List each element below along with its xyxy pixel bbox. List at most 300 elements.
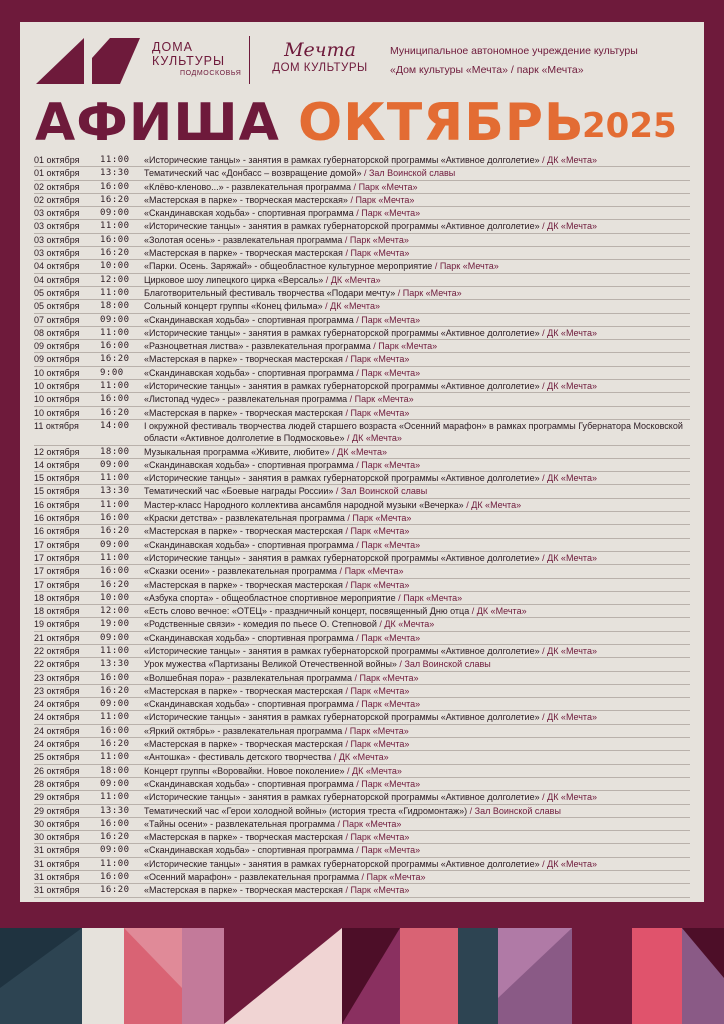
event-row xyxy=(34,738,690,751)
event-title: «Мастерская в парке» - творческая мастерская xyxy=(144,739,343,750)
event-date: 22 октября xyxy=(34,645,80,656)
event-time: 16:20 xyxy=(100,526,130,537)
mechta-subtitle: ДОМ КУЛЬТУРЫ xyxy=(272,62,368,74)
event-time: 11:00 xyxy=(100,645,130,656)
event-title: «Мастерская в парке» - творческая мастерская xyxy=(144,832,343,843)
event-text xyxy=(144,459,690,471)
event-title: «Есть слово вечное: «ОТЕЦ» - праздничный концерт, посвященный Дню отца xyxy=(144,606,470,617)
event-row xyxy=(34,446,690,459)
organization-name xyxy=(390,42,690,80)
event-title: «Мастерская в парке» - творческая мастерская xyxy=(144,885,343,896)
event-row xyxy=(34,353,690,366)
event-time: 16:20 xyxy=(100,248,130,259)
event-text xyxy=(144,420,690,445)
event-date: 08 октября xyxy=(34,327,80,338)
event-separator: / xyxy=(353,459,362,470)
event-title: «Скандинавская ходьба» - спортивная программа xyxy=(144,699,354,710)
event-separator: / xyxy=(539,552,548,563)
event-separator: / xyxy=(353,778,362,789)
event-text xyxy=(144,778,690,790)
event-title: «Краски детства» - развлекательная программа xyxy=(144,513,345,524)
event-date: 11 октября xyxy=(34,420,79,431)
event-row xyxy=(34,367,690,380)
event-time: 13:30 xyxy=(100,659,130,670)
event-date: 31 октября xyxy=(34,885,80,896)
poster-sheet xyxy=(20,22,704,902)
event-text xyxy=(144,565,690,577)
event-separator: / xyxy=(331,752,339,763)
event-time: 11:00 xyxy=(100,155,130,165)
event-date: 23 октября xyxy=(34,672,80,683)
event-text xyxy=(144,632,690,644)
event-separator: / xyxy=(344,513,353,524)
event-date: 09 октября xyxy=(34,341,80,352)
event-title: «Исторические танцы» - занятия в рамках губернаторской программы «Активное долголетие» xyxy=(144,792,540,803)
event-title: Мастер-класс Народного коллектива ансамбля народной музыки «Вечерка» xyxy=(144,499,464,510)
event-title: «Исторические танцы» - занятия в рамках губернаторской программы «Активное долголетие» xyxy=(144,552,540,563)
event-separator: / xyxy=(353,208,362,219)
event-time: 16:00 xyxy=(100,181,130,192)
event-title: «Яркий октябрь» - развлекательная программа xyxy=(144,725,343,736)
event-date: 28 октября xyxy=(34,778,80,789)
event-row xyxy=(34,791,690,804)
event-row xyxy=(34,260,690,273)
event-text xyxy=(144,260,690,272)
event-place: Парк «Мечта» xyxy=(349,234,409,245)
event-time: 16:00 xyxy=(100,725,130,736)
event-title: Благотворительный фестиваль творчества «Подари мечту» xyxy=(144,287,396,298)
event-text xyxy=(144,765,690,777)
event-time: 16:00 xyxy=(100,566,130,577)
event-separator: / xyxy=(344,433,352,444)
org-line2: «Дом культуры «Мечта» / парк «Мечта» xyxy=(390,64,584,76)
event-row xyxy=(34,871,690,884)
event-time: 09:00 xyxy=(100,208,130,219)
event-date: 22 октября xyxy=(34,659,80,670)
event-separator: / xyxy=(342,685,351,696)
event-place: Парк «Мечта» xyxy=(361,632,421,643)
event-row xyxy=(34,274,690,287)
event-text xyxy=(144,340,690,352)
event-separator: / xyxy=(322,301,331,312)
logo-divider xyxy=(249,36,250,84)
dk-line3: ПОДМОСКОВЬЯ xyxy=(180,70,242,77)
event-time: 11:00 xyxy=(100,381,130,392)
event-title: «Скандинавская ходьба» - спортивная программа xyxy=(144,208,354,219)
event-place: ДК «Мечта» xyxy=(547,792,597,803)
event-title: «Исторические танцы» - занятия в рамках губернаторской программы «Активное долголетие» xyxy=(144,858,540,869)
event-date: 04 октября xyxy=(34,274,80,285)
event-text xyxy=(144,220,690,232)
event-time: 16:20 xyxy=(100,407,130,418)
event-date: 16 октября xyxy=(34,526,80,537)
event-row xyxy=(34,314,690,327)
event-time: 18:00 xyxy=(100,446,130,457)
event-date: 01 октября xyxy=(34,155,80,165)
event-place: ДК «Мечта» xyxy=(547,712,597,723)
event-title: «Мастерская в парке» - творческая мастерская xyxy=(144,579,343,590)
event-row xyxy=(34,884,690,897)
event-separator: / xyxy=(539,645,548,656)
event-time: 16:00 xyxy=(100,818,130,829)
event-separator: / xyxy=(342,248,351,259)
event-row xyxy=(34,618,690,631)
event-row xyxy=(34,181,690,194)
event-place: Парк «Мечта» xyxy=(344,566,404,577)
event-row xyxy=(34,592,690,605)
event-title: «Волшебная пора» - развлекательная программа xyxy=(144,672,352,683)
event-place: Парк «Мечта» xyxy=(350,832,410,843)
event-date: 03 октября xyxy=(34,234,80,245)
event-separator: / xyxy=(342,739,351,750)
event-title: «Исторические танцы» - занятия в рамках губернаторской программы «Активное долголетие» xyxy=(144,645,540,656)
event-text xyxy=(144,791,690,803)
title-month: ОКТЯБРЬ xyxy=(298,93,585,153)
event-date: 03 октября xyxy=(34,221,80,232)
event-text xyxy=(144,871,690,883)
event-place: ДК «Мечта» xyxy=(351,433,402,444)
event-title: «Листопад чудес» - развлекательная программа xyxy=(144,394,348,405)
event-date: 17 октября xyxy=(34,579,80,590)
event-separator: / xyxy=(469,606,477,617)
org-line1: Муниципальное автономное учреждение культуры xyxy=(390,45,638,57)
event-text xyxy=(144,472,690,484)
event-title: «Скандинавская ходьба» - спортивная программа xyxy=(144,367,354,378)
event-separator: / xyxy=(337,566,345,577)
event-date: 03 октября xyxy=(34,208,80,219)
event-time: 09:00 xyxy=(100,845,130,856)
event-time: 11:00 xyxy=(100,499,130,510)
event-date: 29 октября xyxy=(34,792,80,803)
event-place: Парк «Мечта» xyxy=(349,725,409,736)
event-row xyxy=(34,499,690,512)
event-title: I окружной фестиваль творчества людей старшего возраста «Осенний марафон» в рамках программы Губернатора Московской области «Активное долголетие в Подмосковье» xyxy=(144,420,683,444)
event-title: «Тайны осени» - развлекательная программа xyxy=(144,818,335,829)
event-time: 11:00 xyxy=(100,221,130,232)
event-title: «Исторические танцы» - занятия в рамках губернаторской программы «Активное долголетие» xyxy=(144,381,540,392)
event-place: ДК «Мечта» xyxy=(547,858,597,869)
event-time: 11:00 xyxy=(100,712,130,723)
event-text xyxy=(144,446,690,458)
event-title: Цирковое шоу липецкого цирка «Версаль» xyxy=(144,274,324,285)
event-title: «Азбука спорта» - общеобластное спортивное мероприятие xyxy=(144,592,396,603)
title-row xyxy=(20,92,704,154)
event-text xyxy=(144,818,690,830)
mechta-script: Мечта xyxy=(284,39,356,61)
event-title: «Скандинавская ходьба» - спортивная программа xyxy=(144,314,354,325)
event-text xyxy=(144,314,690,326)
event-date: 30 октября xyxy=(34,832,80,843)
event-place: Парк «Мечта» xyxy=(366,872,426,883)
event-place: ДК «Мечта» xyxy=(547,381,597,392)
dk-line2: КУЛЬТУРЫ xyxy=(152,54,226,68)
event-text xyxy=(144,738,690,750)
event-row xyxy=(34,751,690,764)
event-date: 02 октября xyxy=(34,181,80,192)
event-date: 29 октября xyxy=(34,805,80,816)
event-date: 10 октября xyxy=(34,407,80,418)
event-date: 05 октября xyxy=(34,301,80,312)
event-date: 21 октября xyxy=(34,632,80,643)
event-time: 13:30 xyxy=(100,805,130,816)
event-separator: / xyxy=(342,579,351,590)
event-title: «Скандинавская ходьба» - спортивная программа xyxy=(144,845,354,856)
header xyxy=(20,22,704,92)
event-text xyxy=(144,805,690,817)
event-separator: / xyxy=(358,872,367,883)
event-time: 09:00 xyxy=(100,539,130,550)
event-row xyxy=(34,420,690,446)
event-place: Парк «Мечта» xyxy=(352,513,412,524)
event-row xyxy=(34,327,690,340)
event-title: Музыкальная программа «Живите, любите» xyxy=(144,446,330,457)
event-row xyxy=(34,711,690,724)
event-place: Парк «Мечта» xyxy=(361,208,421,219)
event-time: 11:00 xyxy=(100,473,130,484)
mechta-logo xyxy=(264,40,376,74)
event-place: ДК «Мечта» xyxy=(476,606,527,617)
event-title: «Скандинавская ходьба» - спортивная программа xyxy=(144,778,354,789)
event-row xyxy=(34,778,690,791)
event-title: «Исторические танцы» - занятия в рамках губернаторской программы «Активное долголетие» xyxy=(144,155,540,165)
event-time: 13:30 xyxy=(100,168,130,179)
event-place: ДК «Мечта» xyxy=(471,499,522,510)
event-separator: / xyxy=(334,818,343,829)
event-text xyxy=(144,367,690,379)
event-place: Парк «Мечта» xyxy=(361,459,421,470)
event-date: 23 октября xyxy=(34,685,80,696)
event-row xyxy=(34,632,690,645)
event-date: 30 октября xyxy=(34,818,80,829)
event-separator: / xyxy=(467,805,475,816)
event-text xyxy=(144,552,690,564)
event-row xyxy=(34,645,690,658)
event-place: Парк «Мечта» xyxy=(350,885,410,896)
event-place: Парк «Мечта» xyxy=(358,181,418,192)
event-time: 18:00 xyxy=(100,301,130,312)
event-time: 16:20 xyxy=(100,354,130,365)
event-place: ДК «Мечта» xyxy=(547,155,597,165)
event-text xyxy=(144,207,690,219)
event-text xyxy=(144,725,690,737)
event-time: 10:00 xyxy=(100,261,130,272)
event-time: 16:20 xyxy=(100,579,130,590)
event-separator: / xyxy=(333,486,341,497)
event-title: «Исторические танцы» - занятия в рамках губернаторской программы «Активное долголетие» xyxy=(144,473,540,484)
event-date: 18 октября xyxy=(34,606,80,617)
event-row xyxy=(34,472,690,485)
event-date: 16 октября xyxy=(34,499,80,510)
event-title: Тематический час «Герои холодной войны» (история треста «Гидромонтаж») xyxy=(144,805,468,816)
event-date: 18 октября xyxy=(34,592,80,603)
event-text xyxy=(144,751,690,763)
event-time: 11:00 xyxy=(100,552,130,563)
event-time: 9:00 xyxy=(100,367,124,378)
dk-logo-text xyxy=(152,40,241,77)
event-date: 09 октября xyxy=(34,354,80,365)
event-date: 31 октября xyxy=(34,858,80,869)
event-time: 13:30 xyxy=(100,486,130,497)
event-time: 16:20 xyxy=(100,739,130,750)
event-date: 03 октября xyxy=(34,248,80,259)
event-date: 25 октября xyxy=(34,752,80,763)
event-text xyxy=(144,658,690,670)
event-title: «Мастерская в парке» - творческая мастерская» xyxy=(144,194,348,205)
event-row xyxy=(34,220,690,233)
event-place: Парк «Мечта» xyxy=(359,672,419,683)
event-title: «Исторические танцы» - занятия в рамках губернаторской программы «Активное долголетие» xyxy=(144,327,540,338)
event-separator: / xyxy=(342,526,351,537)
event-text xyxy=(144,327,690,339)
event-title: «Скандинавская ходьба» - спортивная программа xyxy=(144,459,354,470)
event-title: «Мастерская в парке» - творческая мастерская xyxy=(144,685,343,696)
event-title: «Мастерская в парке» - творческая мастерская xyxy=(144,407,343,418)
event-text xyxy=(144,380,690,392)
dk-line1: ДОМА xyxy=(152,40,193,54)
event-separator: / xyxy=(342,234,350,245)
event-place: Зал Воинской славы xyxy=(368,168,456,179)
event-row xyxy=(34,818,690,831)
event-separator: / xyxy=(351,181,359,192)
event-row xyxy=(34,525,690,538)
event-place: Парк «Мечта» xyxy=(361,314,421,325)
event-date: 04 октября xyxy=(34,261,80,272)
event-row xyxy=(34,658,690,671)
event-separator: / xyxy=(353,632,362,643)
event-date: 02 октября xyxy=(34,194,80,205)
event-text xyxy=(144,181,690,193)
event-text xyxy=(144,844,690,856)
event-row xyxy=(34,858,690,871)
event-time: 12:00 xyxy=(100,606,130,617)
event-text xyxy=(144,247,690,259)
event-time: 16:00 xyxy=(100,394,130,405)
event-place: ДК «Мечта» xyxy=(330,301,380,312)
event-time: 11:00 xyxy=(100,327,130,338)
event-row xyxy=(34,167,690,180)
event-row xyxy=(34,485,690,498)
event-text xyxy=(144,485,690,497)
event-separator: / xyxy=(539,792,548,803)
event-time: 09:00 xyxy=(100,459,130,470)
event-place: ДК «Мечта» xyxy=(547,552,597,563)
event-place: Парк «Мечта» xyxy=(350,248,410,259)
event-time: 19:00 xyxy=(100,619,130,630)
event-title: «Исторические танцы» - занятия в рамках губернаторской программы «Активное долголетие» xyxy=(144,221,540,232)
event-text xyxy=(144,274,690,286)
event-separator: / xyxy=(342,407,351,418)
event-place: ДК «Мечта» xyxy=(352,765,402,776)
event-place: Парк «Мечта» xyxy=(350,354,410,365)
event-time: 09:00 xyxy=(100,699,130,710)
event-place: Парк «Мечта» xyxy=(350,579,410,590)
event-text xyxy=(144,167,690,179)
event-date: 05 октября xyxy=(34,287,80,298)
event-row xyxy=(34,765,690,778)
event-separator: / xyxy=(396,659,405,670)
event-separator: / xyxy=(539,858,548,869)
event-title: Тематический час «Донбасс – возвращение домой» xyxy=(144,168,362,179)
event-separator: / xyxy=(323,274,331,285)
event-row xyxy=(34,247,690,260)
event-time: 16:20 xyxy=(100,194,130,205)
event-text xyxy=(144,512,690,524)
event-date: 10 октября xyxy=(34,381,80,392)
event-separator: / xyxy=(353,699,362,710)
event-date: 16 октября xyxy=(34,513,80,524)
event-row xyxy=(34,725,690,738)
event-time: 11:00 xyxy=(100,792,130,803)
event-place: Парк «Мечта» xyxy=(361,367,421,378)
event-time: 12:00 xyxy=(100,274,130,285)
event-title: «Исторические танцы» - занятия в рамках губернаторской программы «Активное долголетие» xyxy=(144,712,540,723)
event-place: ДК «Мечта» xyxy=(337,446,387,457)
event-time: 16:20 xyxy=(100,885,130,896)
event-place: ДК «Мечта» xyxy=(547,645,597,656)
event-date: 19 октября xyxy=(34,619,80,630)
event-separator: / xyxy=(432,261,440,272)
event-text xyxy=(144,393,690,405)
event-date: 31 октября xyxy=(34,872,80,883)
event-date: 26 октября xyxy=(34,765,80,776)
event-row xyxy=(34,234,690,247)
event-place: ДК «Мечта» xyxy=(547,327,597,338)
event-row xyxy=(34,672,690,685)
event-title: «Золотая осень» - развлекательная программа xyxy=(144,234,343,245)
event-separator: / xyxy=(342,725,350,736)
event-date: 15 октября xyxy=(34,486,80,497)
event-place: ДК «Мечта» xyxy=(384,619,435,630)
event-place: Парк «Мечта» xyxy=(402,287,462,298)
event-date: 14 октября xyxy=(34,459,80,470)
event-place: Парк «Мечта» xyxy=(350,685,410,696)
event-date: 24 октября xyxy=(34,725,80,736)
event-row xyxy=(34,844,690,857)
event-date: 17 октября xyxy=(34,539,80,550)
event-row xyxy=(34,565,690,578)
event-separator: / xyxy=(370,341,379,352)
event-text xyxy=(144,605,690,617)
event-date: 24 октября xyxy=(34,739,80,750)
event-time: 16:00 xyxy=(100,872,130,883)
event-separator: / xyxy=(539,712,548,723)
event-row xyxy=(34,340,690,353)
event-title: «Сказки осени» - развлекательная программа xyxy=(144,566,338,577)
event-separator: / xyxy=(353,314,362,325)
event-separator: / xyxy=(342,354,351,365)
event-separator: / xyxy=(329,446,338,457)
event-separator: / xyxy=(395,592,404,603)
event-date: 31 октября xyxy=(34,845,80,856)
event-place: Парк «Мечта» xyxy=(354,394,414,405)
event-time: 16:00 xyxy=(100,513,130,524)
event-time: 11:00 xyxy=(100,858,130,869)
event-separator: / xyxy=(395,287,403,298)
event-text xyxy=(144,539,690,551)
event-separator: / xyxy=(353,367,362,378)
event-place: ДК «Мечта» xyxy=(338,752,389,763)
event-date: 24 октября xyxy=(34,699,80,710)
event-title: «Мастерская в парке» - творческая мастерская xyxy=(144,354,343,365)
event-place: Парк «Мечта» xyxy=(361,539,421,550)
event-title: «Мастерская в парке» - творческая мастерская xyxy=(144,526,343,537)
event-separator: / xyxy=(347,394,355,405)
event-time: 09:00 xyxy=(100,778,130,789)
event-place: Парк «Мечта» xyxy=(350,407,410,418)
event-separator: / xyxy=(342,832,351,843)
event-separator: / xyxy=(347,194,356,205)
event-time: 18:00 xyxy=(100,765,130,776)
